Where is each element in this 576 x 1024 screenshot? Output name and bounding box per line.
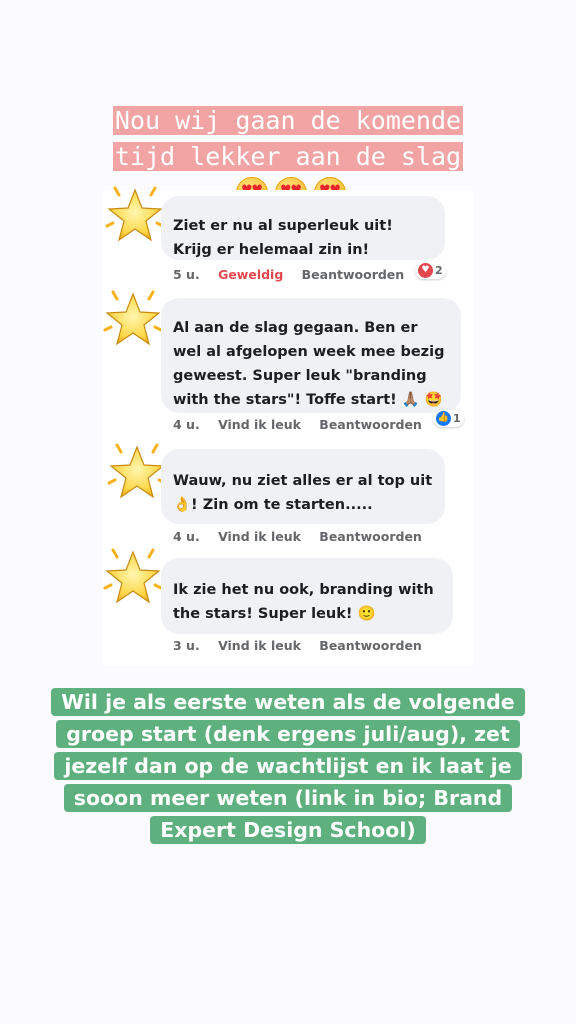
comment-actions <box>173 267 418 282</box>
comment-text: Wauw, nu ziet alles er al top uit👌! Zin om te starten..... <box>173 473 433 513</box>
like-button[interactable]: Vind ik leuk <box>218 417 301 432</box>
comment-text: Ik zie het nu ook, branding with the stars! Super leuk! 🙂 <box>173 582 434 622</box>
call-to-action-text <box>0 686 576 846</box>
headline-line-2: tijd lekker aan de slag <box>114 142 462 171</box>
cta-line-5: Expert Design School) <box>150 816 425 844</box>
comment-time: 3 u. <box>173 638 200 653</box>
comment-text: Ziet er nu al superleuk uit! Krijg er helemaal zin in! <box>173 218 393 258</box>
star-avatar-icon <box>101 544 165 608</box>
like-button[interactable]: Vind ik leuk <box>218 529 301 544</box>
reply-button[interactable]: Beantwoorden <box>319 638 422 653</box>
comment-bubble <box>161 449 445 524</box>
cta-line-3: jezelf dan op de wachtlijst en ik laat je <box>54 752 521 780</box>
comment-time: 5 u. <box>173 267 200 282</box>
like-thumb-icon: 👍 <box>436 411 451 426</box>
reply-button[interactable]: Beantwoorden <box>319 417 422 432</box>
comments-screenshot <box>103 190 473 665</box>
comment-actions <box>173 417 436 432</box>
comment-time: 4 u. <box>173 529 200 544</box>
star-avatar-icon <box>105 439 169 503</box>
reply-button[interactable]: Beantwoorden <box>319 529 422 544</box>
reaction-count-value: 1 <box>453 412 461 425</box>
story-headline <box>0 103 576 175</box>
cta-line-2: groep start (denk ergens juli/aug), zet <box>56 720 520 748</box>
reply-button[interactable]: Beantwoorden <box>301 267 405 282</box>
comment-time: 4 u. <box>173 417 200 432</box>
cta-line-1: Wil je als eerste weten als de volgende <box>51 688 524 716</box>
comment-actions <box>173 638 436 653</box>
cta-line-4: sooon meer weten (link in bio; Brand <box>64 784 512 812</box>
reaction-count[interactable] <box>433 410 464 427</box>
comment-text: Al aan de slag gegaan. Ben er wel al afgelopen week mee bezig geweest. Super leuk "branding with the stars"! Toffe start! 🙏🏽 🤩 <box>173 320 445 408</box>
reaction-button[interactable]: Geweldig <box>218 267 284 282</box>
star-avatar-icon <box>101 286 165 350</box>
love-heart-icon: ♥ <box>418 263 433 278</box>
comment-actions <box>173 529 436 544</box>
like-button[interactable]: Vind ik leuk <box>218 638 301 653</box>
headline-line-1: Nou wij gaan de komende <box>114 106 462 135</box>
star-avatar-icon <box>103 182 167 246</box>
comment-bubble <box>161 298 461 413</box>
comment-bubble <box>161 196 445 260</box>
reaction-count[interactable] <box>415 262 446 279</box>
comment-bubble <box>161 558 453 634</box>
reaction-count-value: 2 <box>435 264 443 277</box>
